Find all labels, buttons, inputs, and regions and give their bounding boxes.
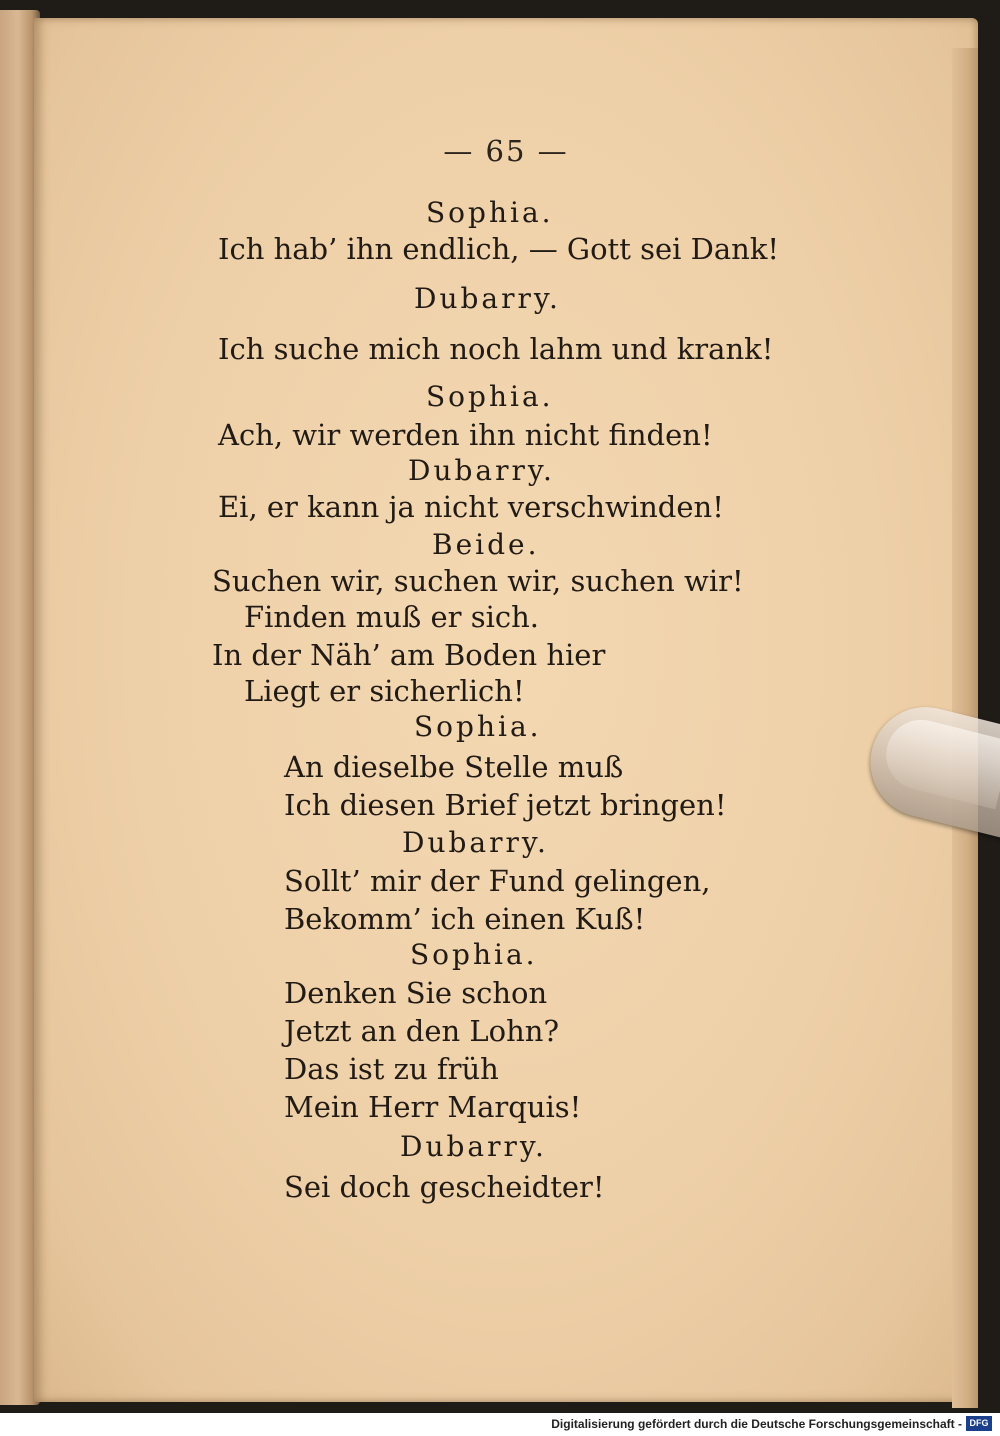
- book-page: [34, 18, 978, 1402]
- verse-line: Suchen wir, suchen wir, suchen wir!: [212, 564, 744, 598]
- verse-line: In der Näh’ am Boden hier: [212, 638, 606, 672]
- speaker-heading: Sophia.: [426, 196, 554, 229]
- speaker-heading: Sophia.: [410, 938, 538, 971]
- verse-line: Ei, er kann ja nicht verschwinden!: [218, 490, 724, 524]
- speaker-heading: Sophia.: [414, 710, 542, 743]
- speaker-heading: Beide.: [432, 528, 540, 561]
- verse-line: Liegt er sicherlich!: [244, 674, 525, 708]
- speaker-heading: Dubarry.: [408, 454, 555, 487]
- speaker-heading: Dubarry.: [414, 282, 561, 315]
- speaker-heading: Dubarry.: [402, 826, 549, 859]
- speaker-heading: Sophia.: [426, 380, 554, 413]
- speaker-heading: Dubarry.: [400, 1130, 547, 1163]
- verse-line: Mein Herr Marquis!: [284, 1090, 582, 1124]
- verse-line: An dieselbe Stelle muß: [284, 750, 624, 784]
- verse-line: Ich hab’ ihn endlich, — Gott sei Dank!: [218, 232, 780, 266]
- digitization-footer: [0, 1413, 1000, 1436]
- verse-line: Jetzt an den Lohn?: [284, 1014, 560, 1048]
- funding-credit: Digitalisierung gefördert durch die Deutsche Forschungsgemeinschaft -: [551, 1417, 962, 1431]
- verse-line: Bekomm’ ich einen Kuß!: [284, 902, 646, 936]
- verse-line: Sei doch gescheidter!: [284, 1170, 605, 1204]
- verse-line: Ach, wir werden ihn nicht finden!: [218, 418, 713, 452]
- dfg-logo: DFG: [966, 1416, 992, 1431]
- verse-line: Ich diesen Brief jetzt bringen!: [284, 788, 727, 822]
- verse-line: Finden muß er sich.: [244, 600, 539, 634]
- verse-line: Sollt’ mir der Fund gelingen,: [284, 864, 711, 898]
- page-number: — 65 —: [443, 134, 569, 168]
- verse-line: Ich suche mich noch lahm und krank!: [218, 332, 774, 366]
- glass-clip-highlight: [879, 712, 1000, 809]
- verse-line: Denken Sie schon: [284, 976, 548, 1010]
- verse-line: Das ist zu früh: [284, 1052, 499, 1086]
